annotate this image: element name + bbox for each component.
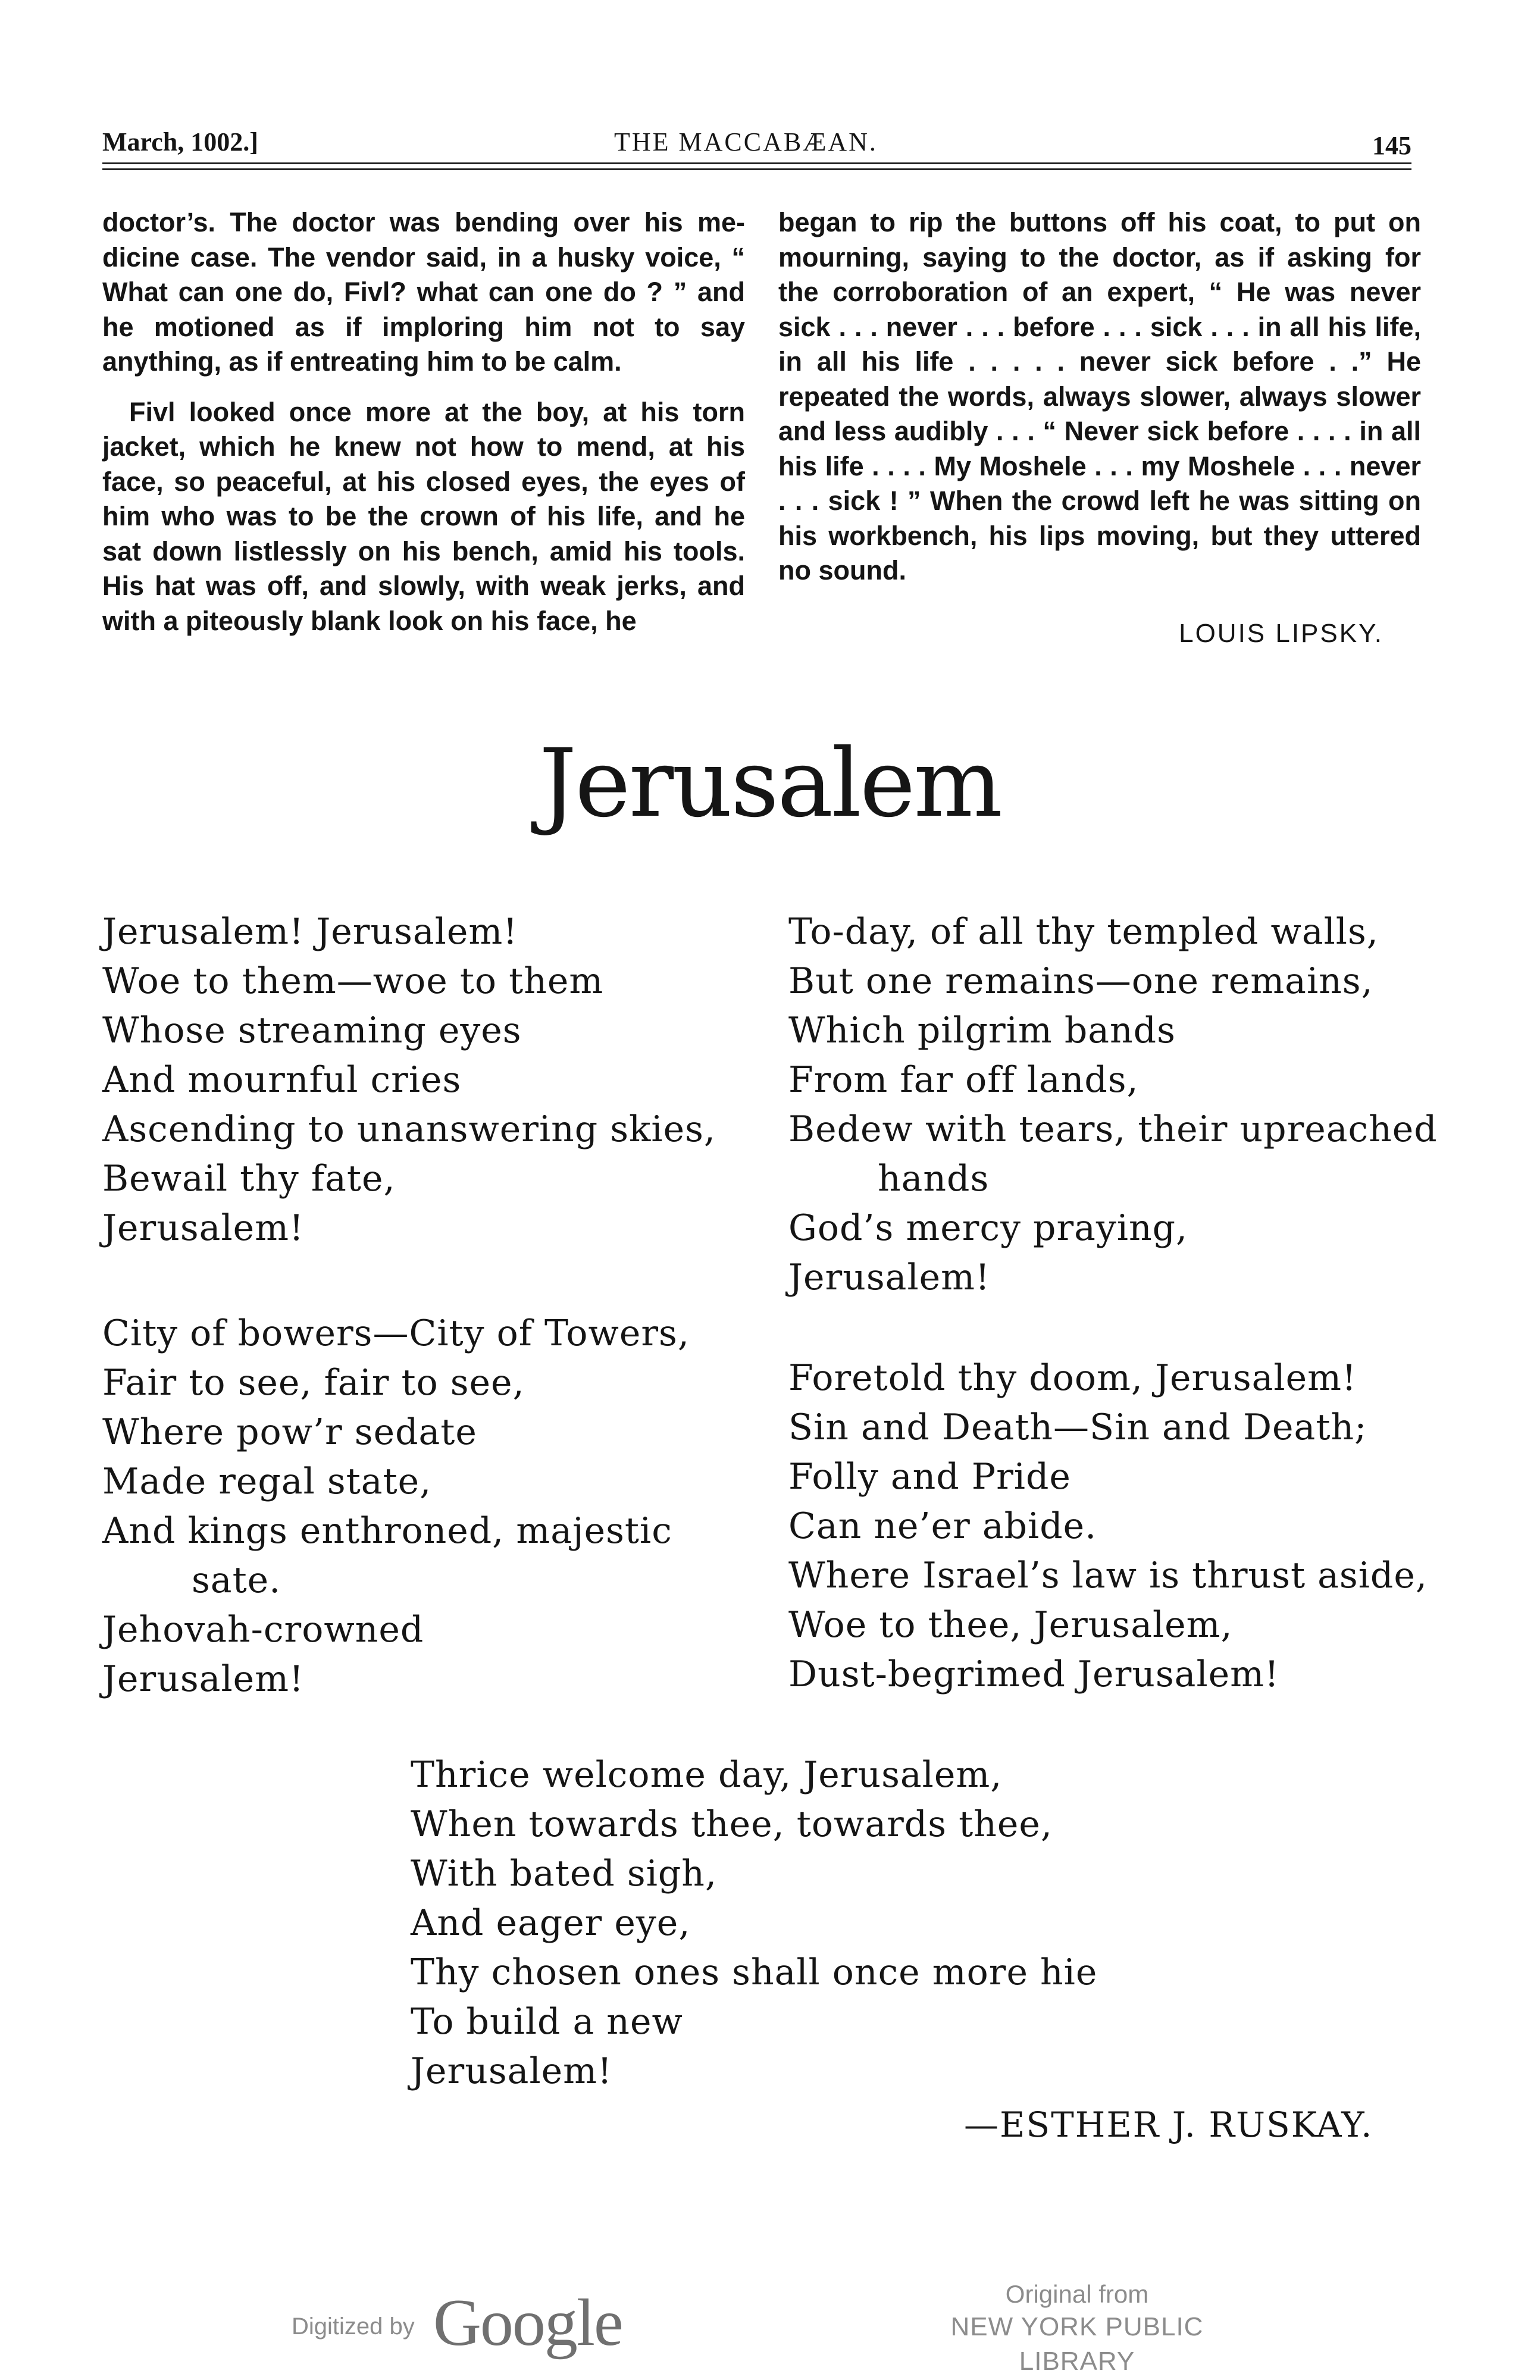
poem-line: City of bowers—City of Towers, (102, 1313, 690, 1354)
poem-line: Jerusalem! (102, 1207, 305, 1249)
poem-line: When towards thee, towards thee, (411, 1803, 1053, 1845)
prose-paragraph: doctor’s. The doctor was bending over his medicine case. The vendor said, in a husky voice, “ What can one do, Fivl? what can one do ? ” and he motioned as if imploring him not to say anything, as if entreating him to be calm. (102, 207, 745, 377)
library-name: NEW YORK PUBLIC LIBRARY (950, 2312, 1204, 2376)
poem-line: Jehovah-crowned (102, 1609, 424, 1651)
poem-line: Jerusalem! (102, 1658, 305, 1700)
poem-line: From far off lands, (788, 1059, 1139, 1101)
poem-line: And mournful cries (102, 1059, 462, 1101)
stanza-3 (788, 907, 1438, 1302)
prose-column-left (102, 205, 745, 638)
stanza-1 (102, 907, 716, 1253)
poem-line: Thy chosen ones shall once more hie (411, 1952, 1098, 1993)
poem-line: Thrice welcome day, Jerusalem, (411, 1754, 1003, 1796)
poem-line: With bated sigh, (411, 1853, 718, 1894)
poem-line: And eager eye, (411, 1902, 691, 1944)
poem-line: Dust-begrimed Jerusalem! (788, 1654, 1280, 1695)
stanza-5 (411, 1750, 1097, 2096)
prose-column-right (778, 205, 1421, 588)
issue-date: March, 1002.] (102, 127, 258, 156)
poem-line: Bewail thy fate, (102, 1158, 396, 1200)
stanza-4 (788, 1354, 1428, 1699)
poem-line-turnover: sate. (192, 1559, 281, 1601)
poem-line: Which pilgrim bands (788, 1010, 1176, 1051)
poem-line: Where pow’r sedate (102, 1411, 477, 1453)
running-head (102, 122, 1411, 164)
poem-title: Jerusalem (539, 729, 1001, 838)
poem-line: Sin and Death—Sin and Death; (788, 1407, 1367, 1448)
poem-line: To build a new (411, 2001, 683, 2043)
poem-line: God’s mercy praying, (788, 1207, 1188, 1249)
poem-line: Woe to thee, Jerusalem, (788, 1604, 1233, 1646)
page-number: 145 (1372, 131, 1411, 160)
google-logo: Google (433, 2286, 622, 2360)
poem-line: Can ne’er abide. (788, 1505, 1097, 1547)
poem-line: Folly and Pride (788, 1456, 1071, 1498)
header-rule-top (102, 162, 1411, 164)
prose-byline: LOUIS LIPSKY. (1179, 619, 1384, 648)
poem-line: Jerusalem! (411, 2050, 613, 2092)
stanza-2 (102, 1309, 690, 1704)
poem-line: Jerusalem! Jerusalem! (102, 911, 518, 953)
poem-line: To-day, of all thy templed walls, (788, 911, 1379, 953)
digitized-by-label: Digitized by (292, 2313, 415, 2340)
poem-line: Fair to see, fair to see, (102, 1362, 525, 1404)
poem-line: But one remains—one remains, (788, 960, 1373, 1002)
poem-line: Jerusalem! (788, 1257, 991, 1298)
poem-line: Made regal state, (102, 1461, 432, 1502)
prose-paragraph: began to rip the buttons off his coat, to put on mourning, saying to the doctor, as if asking for the corroboration of an expert, “ He was never sick . . . never . . . before . . . sick . . . in all his life, in all his life . . . . . never sick before . .” He repeated the words, always slower, always slower and less audibly . . . “ Never sick before . . . . in all his life . . . . My Moshele . . . my Moshele . . . never . . . sick ! ” When the crowd left he was sitting on his workbench, his lips moving, but they uttered no sound. (778, 207, 1421, 585)
header-rule-bottom (102, 168, 1411, 170)
original-from-label: Original from (1005, 2280, 1149, 2308)
poem-line: Whose streaming eyes (102, 1010, 522, 1051)
poem-line-turnover: hands (878, 1158, 990, 1200)
poem-line: Woe to them—woe to them (102, 960, 604, 1002)
poem-line: Bedew with tears, their upreached (788, 1108, 1438, 1150)
journal-title: THE MACCABÆAN. (614, 127, 878, 156)
poem-line: Foretold thy doom, Jerusalem! (788, 1357, 1357, 1399)
library-credit (893, 2279, 1262, 2379)
poem-line: And kings enthroned, majestic (102, 1510, 672, 1552)
poem-author: —ESTHER J. RUSKAY. (964, 2105, 1373, 2145)
poem-line: Where Israel’s law is thrust aside, (788, 1555, 1428, 1596)
poem-line: Ascending to unanswering skies, (102, 1108, 716, 1150)
prose-paragraph: Fivl looked once more at the boy, at his torn jacket, which he knew not how to mend, at his face, so peaceful, at his closed eyes, the eyes of him who was to be the crown of his life, and he sat down listlessly on his bench, amid his tools. His hat was off, and slowly, with weak jerks, and with a piteously blank look on his face, he (102, 396, 745, 636)
